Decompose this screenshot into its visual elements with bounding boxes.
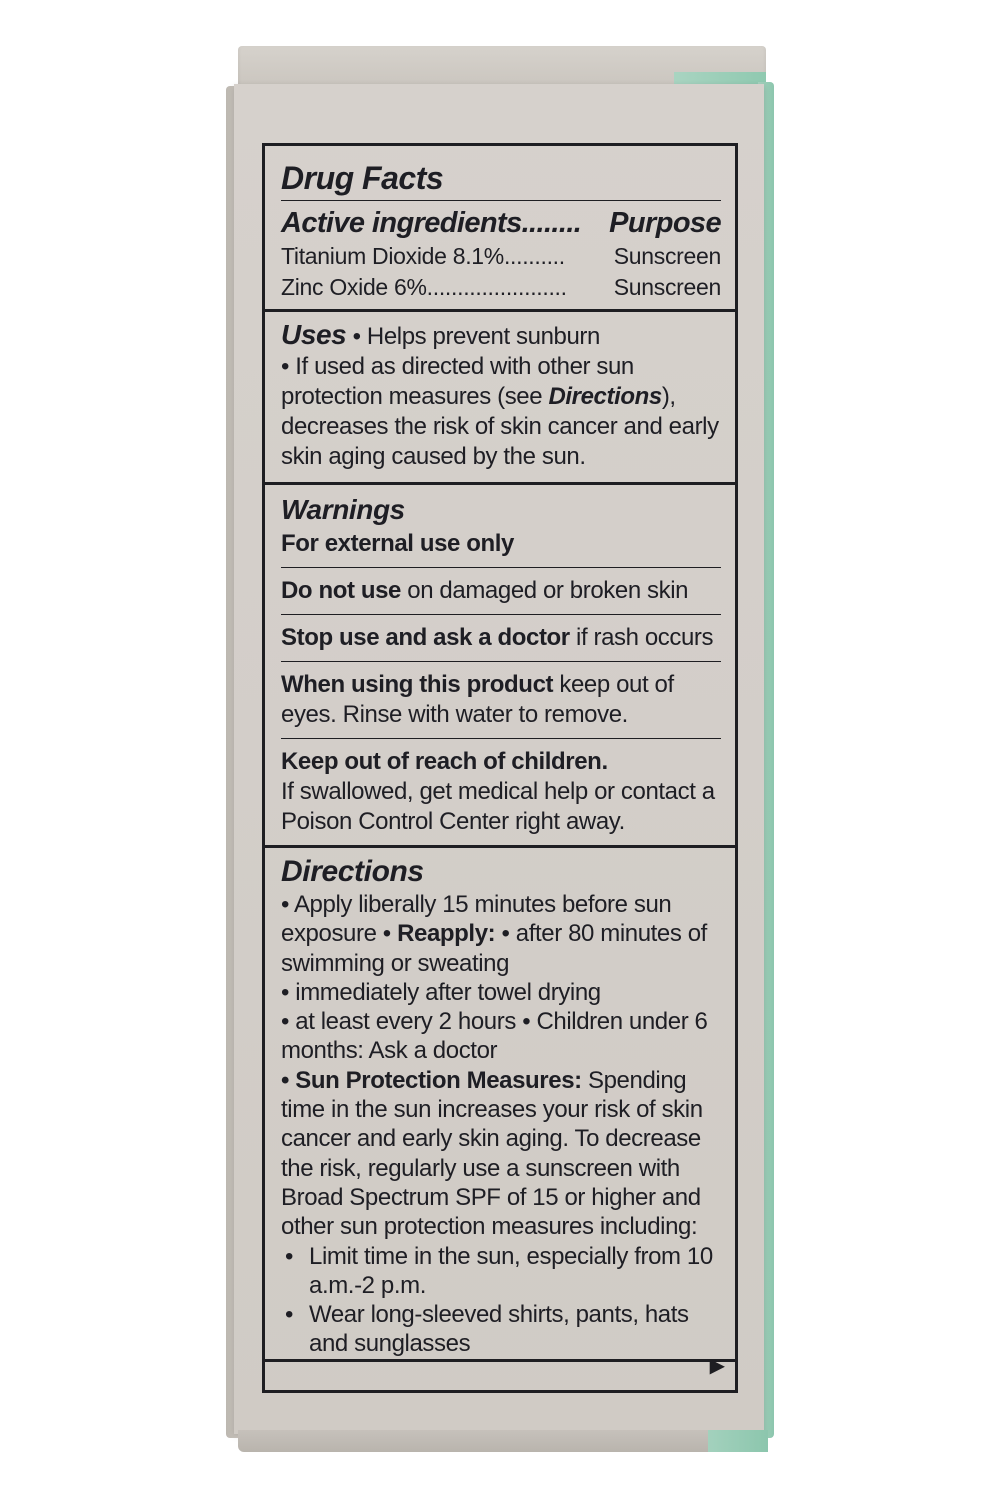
when-using-text: keep out of eyes. Rinse with water to remove. bbox=[281, 671, 674, 728]
ingredient-purpose: Sunscreen bbox=[613, 274, 721, 300]
sun-protection-list bbox=[281, 1242, 721, 1359]
uses-detail bbox=[281, 352, 721, 472]
ingredient-purpose: Sunscreen bbox=[613, 243, 721, 269]
keep-out-text: If swallowed, get medical help or contact a Poison Control Center right away. bbox=[281, 778, 715, 835]
external-use-warning: For external use only bbox=[281, 527, 721, 568]
uses-text bbox=[281, 320, 721, 352]
directions-apply bbox=[281, 890, 721, 978]
box-bottom-green-edge bbox=[708, 1430, 768, 1452]
when-using-warning bbox=[281, 662, 721, 739]
title-divider bbox=[281, 200, 721, 201]
reapply-label: Reapply: bbox=[397, 920, 496, 948]
stop-use-warning bbox=[281, 615, 721, 662]
drug-facts-panel bbox=[262, 143, 738, 1393]
directions-heading: Directions bbox=[281, 855, 424, 888]
keep-out-label: Keep out of reach of children. bbox=[281, 748, 608, 775]
directions-section bbox=[265, 848, 735, 1362]
stop-use-label: Stop use and ask a doctor bbox=[281, 624, 570, 651]
uses-section bbox=[265, 312, 735, 485]
do-not-use-warning bbox=[281, 568, 721, 615]
warnings-section bbox=[265, 485, 735, 848]
ingredient-row bbox=[281, 272, 721, 303]
do-not-use-text: on damaged or broken skin bbox=[401, 577, 689, 604]
directions-towel: • immediately after towel drying bbox=[281, 978, 601, 1006]
sun-protection-measures bbox=[281, 1066, 721, 1242]
ingredient-name: Titanium Dioxide 8.1%.......... bbox=[281, 243, 565, 269]
box-bottom-edge bbox=[238, 1430, 768, 1452]
directions-apply-b: • after 80 minutes of swimming or sweating bbox=[281, 920, 707, 977]
keep-out-of-reach-warning bbox=[281, 739, 721, 839]
uses-detail-b: ), decreases the risk of skin cancer and early skin aging caused by the sun. bbox=[281, 383, 719, 470]
sun-protection-label: • Sun Protection Measures: bbox=[281, 1066, 582, 1094]
ingredient-name: Zinc Oxide 6%....................... bbox=[281, 274, 567, 300]
directions-apply-a: • Apply liberally 15 minutes before sun exposure • bbox=[281, 891, 672, 948]
active-ingredients-heading bbox=[281, 205, 721, 241]
ingredient-row bbox=[281, 241, 721, 272]
drug-facts-title: Drug Facts bbox=[281, 160, 444, 196]
directions-children: • at least every 2 hours • Children under 6 months: Ask a doctor bbox=[281, 1008, 708, 1065]
stop-use-text: if rash occurs bbox=[569, 624, 714, 651]
purpose-label: Purpose bbox=[609, 207, 721, 239]
list-item: • Limit time in the sun, especially from 10 a.m.-2 p.m. bbox=[281, 1242, 721, 1301]
uses-heading: Uses bbox=[281, 319, 347, 350]
directions-reference: Directions bbox=[548, 383, 662, 410]
uses-line1: • Helps prevent sunburn bbox=[346, 323, 600, 350]
warnings-heading: Warnings bbox=[281, 494, 405, 525]
when-using-label: When using this product bbox=[281, 671, 554, 698]
list-item: • Wear long-sleeved shirts, pants, hats and sunglasses bbox=[281, 1300, 721, 1359]
active-ingredients-section bbox=[265, 160, 735, 312]
do-not-use-label: Do not use bbox=[281, 577, 401, 604]
sun-protection-text: Spending time in the sun increases your risk of skin cancer and early skin aging. To decrease the risk, regularly use a sunscreen with Broad Spectrum SPF of 15 or higher and other sun protection measures including: bbox=[281, 1066, 703, 1241]
active-ingredients-label: Active ingredients........ bbox=[281, 207, 582, 239]
uses-detail-a: • If used as directed with other sun protection measures (see bbox=[281, 353, 634, 410]
continue-arrow-icon: ▶ bbox=[709, 1355, 725, 1377]
